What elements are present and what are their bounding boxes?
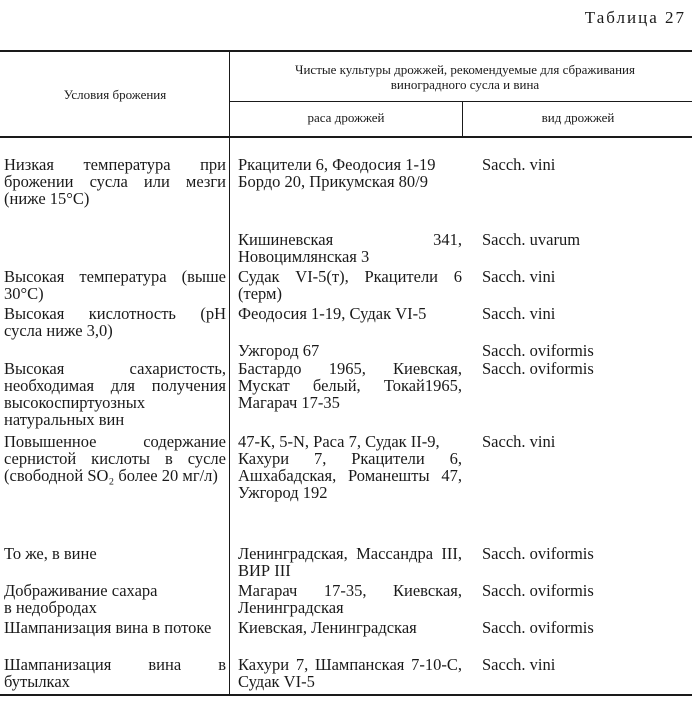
row-kind: Sacch. vini	[482, 432, 556, 451]
header-kind: вид дрожжей	[541, 110, 615, 125]
row-condition: Шампанизация вина в бутылках	[4, 655, 226, 691]
row-condition: То же, в вине	[4, 544, 97, 563]
row-race: Кишиневская 341, Новоцимлянская 3	[238, 230, 462, 266]
bottom-rule	[0, 694, 692, 696]
subheader-rule	[230, 101, 692, 102]
row-condition: Высокая сахаристость, необходимая для получения высокоспиртуозных натуральных вин	[4, 359, 226, 429]
row-kind: Sacch. oviformis	[482, 341, 594, 360]
header-cultures: Чистые культуры дрожжей, рекомендуемые для сбраживания виноградного сусла и вина	[295, 62, 635, 92]
row-race: Судак VI-5(т), Ркацители 6 (терм)	[238, 267, 462, 303]
row-kind: Sacch. oviformis	[482, 544, 594, 563]
row-race: 47-К, 5-N, Раса 7, Судак II-9, Кахури 7, Ркацители 6, Ашхабадская, Романешты 47, Ужгород 192	[238, 432, 462, 502]
row-race: Ужгород 67	[238, 341, 320, 360]
header-race: раса дрожжей	[307, 110, 385, 125]
table-caption: Таблица 27	[584, 8, 686, 27]
header-conditions: Условия брожения	[63, 87, 167, 102]
row-race: Бастардо 1965, Киевская, Мускат белый, Токай1965, Магарач 17-35	[238, 359, 462, 412]
row-kind: Sacch. vini	[482, 155, 556, 174]
row-race: Магарач 17-35, Киевская, Ленинградская	[238, 581, 462, 617]
row-condition: Высокая кислотность (рН сусла ниже 3,0)	[4, 304, 226, 340]
row-kind: Sacch. uvarum	[482, 230, 581, 249]
row-race: Ркацители 6, Феодосия 1-19 Бордо 20, Прикумская 80/9	[238, 155, 436, 191]
header-bottom-rule	[0, 136, 692, 138]
row-race: Феодосия 1-19, Судак VI-5	[238, 304, 427, 323]
row-kind: Sacch. oviformis	[482, 618, 594, 637]
row-condition: Повышенное содержание сернистой кислоты в сусле (свободной SO₂ более 20 мг/л)	[4, 432, 226, 485]
row-condition: Дображивание сахара в недобродах	[4, 581, 158, 617]
row-kind: Sacch. vini	[482, 267, 556, 286]
top-rule	[0, 50, 692, 52]
row-condition: Шампанизация вина в потоке	[4, 618, 212, 637]
row-race: Кахури 7, Шампанская 7-10-С, Судак VI-5	[238, 655, 462, 691]
row-kind: Sacch. oviformis	[482, 581, 594, 600]
row-condition: Высокая температура (выше 30°С)	[4, 267, 226, 303]
row-race: Киевская, Ленинградская	[238, 618, 417, 637]
row-kind: Sacch. vini	[482, 655, 556, 674]
column-divider-2	[462, 101, 463, 138]
row-condition: Низкая температура при брожении сусла или мезги (ниже 15°С)	[4, 155, 226, 208]
row-kind: Sacch. vini	[482, 304, 556, 323]
row-race: Ленинградская, Массандра III, ВИР III	[238, 544, 462, 580]
row-kind: Sacch. oviformis	[482, 359, 594, 378]
column-divider-1	[229, 50, 230, 696]
